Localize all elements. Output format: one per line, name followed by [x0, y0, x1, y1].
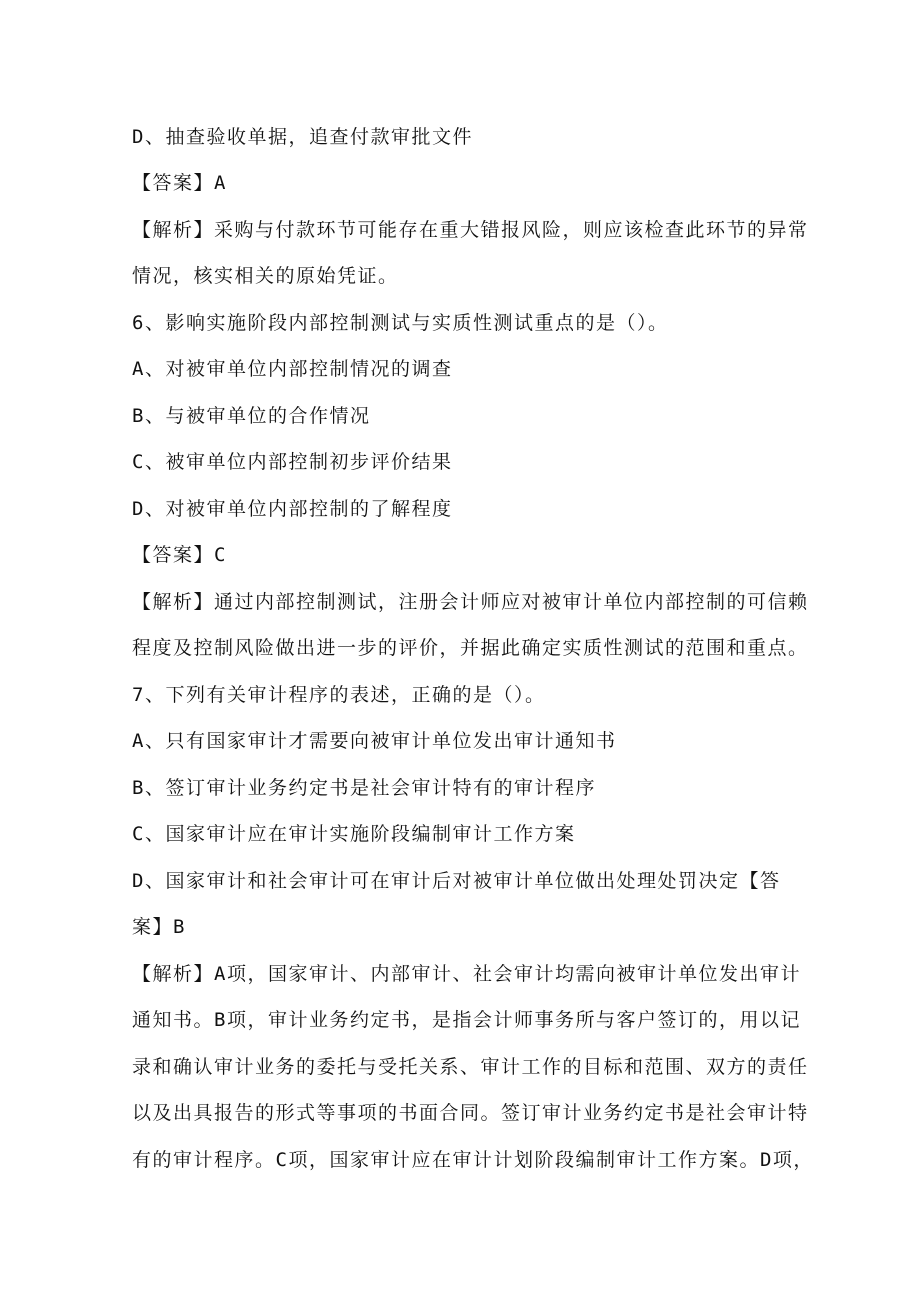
- option-c-q6: C、被审单位内部控制初步评价结果: [132, 451, 453, 473]
- option-d-q5: D、抽查验收单据，追查付款审批文件: [132, 126, 473, 148]
- option-b-q7: B、签订审计业务约定书是社会审计特有的审计程序: [132, 777, 596, 799]
- analysis-q5-line1: 【解析】采购与付款环节可能存在重大错报风险，则应该检查此环节的异常: [132, 219, 809, 241]
- answer-q5: 【答案】A: [132, 172, 227, 194]
- analysis-q7-line2: 通知书。B项，审计业务约定书，是指会计师事务所与客户签订的，用以记: [132, 1009, 801, 1031]
- option-d-q6: D、对被审单位内部控制的了解程度: [132, 498, 453, 520]
- question-7: 7、下列有关审计程序的表述，正确的是（）。: [132, 684, 546, 706]
- analysis-q7-line1: 【解析】A项，国家审计、内部审计、社会审计均需向被审计单位发出审计: [132, 963, 801, 985]
- option-d-q7: D、国家审计和社会审计可在审计后对被审计单位做出处理处罚决定【答: [132, 870, 781, 892]
- answer-q6: 【答案】C: [132, 544, 227, 566]
- analysis-q7-line5: 有的审计程序。C项，国家审计应在审计计划阶段编制审计工作方案。D项，: [132, 1149, 814, 1171]
- option-a-q6: A、对被审单位内部控制情况的调查: [132, 358, 453, 380]
- analysis-q7-line4: 以及出具报告的形式等事项的书面合同。签订审计业务约定书是社会审计特: [132, 1102, 809, 1124]
- answer-q7: 案】B: [132, 916, 186, 938]
- analysis-q7-line3: 录和确认审计业务的委托与受托关系、审计工作的目标和范围、双方的责任: [132, 1056, 809, 1078]
- option-b-q6: B、与被审单位的合作情况: [132, 405, 371, 427]
- question-6: 6、影响实施阶段内部控制测试与实质性测试重点的是（）。: [132, 312, 669, 334]
- analysis-q5-line2: 情况，核实相关的原始凭证。: [132, 265, 399, 287]
- option-a-q7: A、只有国家审计才需要向被审计单位发出审计通知书: [132, 730, 617, 752]
- analysis-q6-line2: 程度及控制风险做出进一步的评价，并据此确定实质性测试的范围和重点。: [132, 637, 809, 659]
- option-c-q7: C、国家审计应在审计实施阶段编制审计工作方案: [132, 823, 576, 845]
- analysis-q6-line1: 【解析】通过内部控制测试，注册会计师应对被审计单位内部控制的可信赖: [132, 591, 809, 613]
